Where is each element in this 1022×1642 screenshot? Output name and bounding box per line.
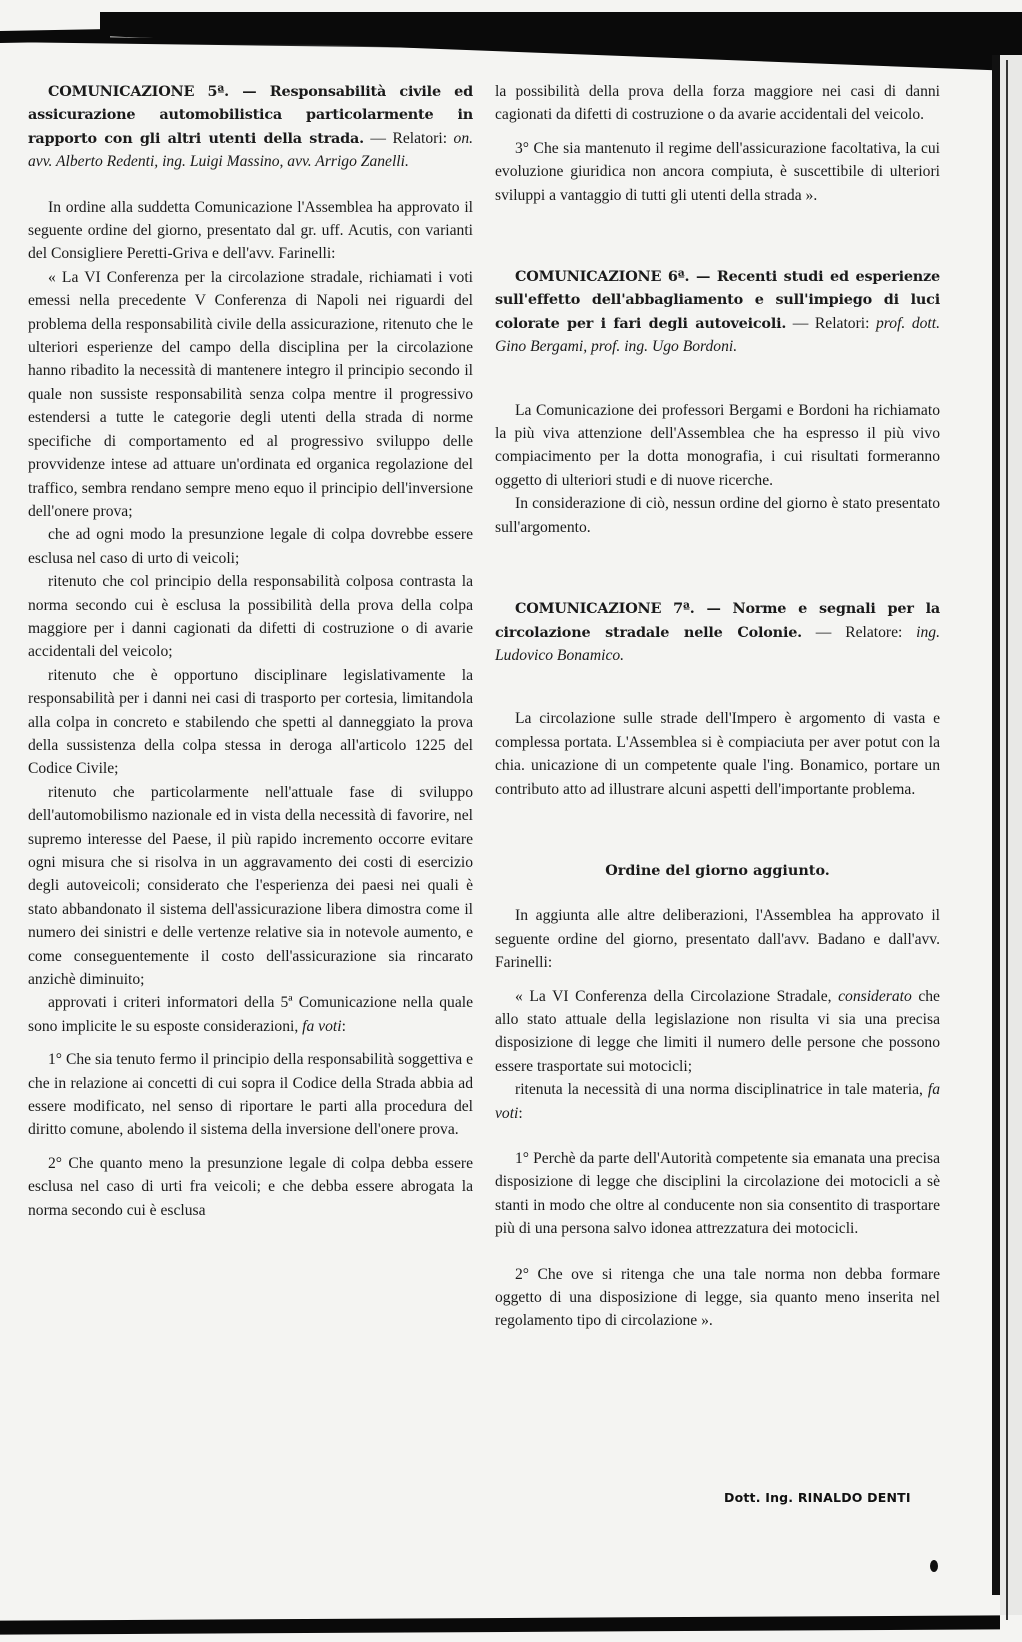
ink-spot [930,1560,938,1572]
comunicazione-6-title: COMUNICAZIONE 6ª. — Recenti studi ed esperienze sull'effetto dell'abbagliamento e sull'impiego di luci colorate per i fari degli autoveicoli. [495,268,940,332]
paragraph: « La VI Conferenza per la circolazione stradale, richiamati i voti emessi nella precedente V Conferenza di Napoli nei riguardi del problema della responsabilità civile della assicurazione, ritenuto che le ulteriori esperienze del campo della disciplina per la circolazione hanno ribadito la necessità di mantenere integro il principio secondo il quale non sussiste responsabilità senza colpa mentre il progressivo estendersi a tutte le categorie degli utenti della strada di norme specifiche di comportamento ed al progressivo sviluppo delle provvidenze intese ad attuare un'ordinata ed organica regolazione del traffico, sembra rendano sempre meno equo il principio dell'inversione dell'onere prova; [28,268,473,520]
point-2: 2° Che quanto meno la presunzione legale di colpa debba essere esclusa nel caso di urti fra veicoli; e che debba essere abrogata la norma secondo cui è esclusa [28,1154,473,1219]
point-1: 1° Che sia tenuto fermo il principio della responsabilità soggettiva e che in relazione ai concetti di cui sopra il Codice della Strada abbia ad essere modificato, nel senso di riportare le parti alla procedura del diritto comune, abolendo il sistema della inversione dell'onere prova. [28,1051,473,1139]
relatori-names: on. avv. Alberto Redenti, ing. Luigi Massino, avv. Arrigo Zanelli. [28,129,474,171]
relatori-label: — Relatori: [363,129,454,147]
point-2: 2° Che ove si ritenga che una tale norma non debba formare oggetto di una disposizione di legge, sia quanto meno inserita nel regolamento tipo di circolazione ». [495,1265,940,1330]
point-2-continued: la possibilità della prova della forza maggiore nei casi di danni cagionati da difetti di costruzione o da avarie accidentali del veicolo. [495,83,940,124]
relatori-label: — Relatori: [786,314,876,332]
signature: Dott. Ing. RINALDO DENTI [724,1490,911,1505]
paragraph: La circolazione sulle strade dell'Impero è argomento di vasta e complessa portata. L'Assemblea si è compiaciuta per aver potut con la chia. unicazione di un competente quale l'ing. Bonamico, portare un contributo atto ad illustrare alcuni aspetti dell'importante problema. [495,710,940,798]
fa-voti: fa voti [495,1081,940,1122]
paragraph: In ordine alla suddetta Comunicazione l'Assemblea ha approvato il seguente ordine del giorno, presentato dal gr. uff. Acutis, con varianti del Consigliere Peretti-Griva e dell'avv. Farinelli: [28,198,473,263]
paragraph: ritenuto che particolarmente nell'attuale fase di sviluppo dell'automobilismo nazionale ed in vista della necessità di favorire, nel supremo interesse del Paese, il più rapido incremento occorre evitare ogni misura che si risolva in un aggravamento dei costi di esercizio degli autoveicoli; considerato che l'esperienza dei paesi nei quali è stato abbandonato il sistema dell'assicurazione libera dimostra come il numero dei sinistri e delle vertenze relative sia in notevole aumento, e come conseguentemente il costo dell'assicurazione sia rincarato anzichè diminuito; [28,783,473,989]
comunicazione-5-heading [28,80,473,174]
relatore-label: — Relatore: [801,623,917,641]
point-1: 1° Perchè da parte dell'Autorità competente sia emanata una precisa disposizione di legge che disciplini la circolazione dei motocicli a sè stanti in modo che oltre al conducente non sia consentito di trasportare più di una persona salvo idonea attrezzatura dei motocicli. [495,1150,940,1238]
point-3: 3° Che sia mantenuto il regime dell'assicurazione facoltativa, la cui evoluzione giuridica non ancora compiuta, è suscettibile di ulteriori sviluppi a vantaggio di tutti gli utenti della strada ». [495,139,940,204]
comunicazione-7-heading [495,597,940,667]
ordine-del-giorno-title: Ordine del giorno aggiunto. [605,861,830,879]
paragraph: ritenuto che è opportuno disciplinare legislativamente la responsabilità per i danni nei casi di trasporto per cortesia, limitandola alla colpa in concreto e stabilendo che spetti al danneggiato la prova della sussistenza della colpa stessa in deroga all'articolo 1225 del Codice Civile; [28,666,473,778]
scan-page-edge [1000,55,1022,1615]
paragraph: In considerazione di ciò, nessun ordine del giorno è stato presentato sull'argomento. [495,495,940,536]
comunicazione-6-heading [495,265,940,359]
relatori-names: prof. dott. Gino Bergami, prof. ing. Ugo Bordoni. [495,314,940,356]
ritenuta-paragraph: ritenuta la necessità di una norma disciplinatrice in tale materia, fa voti: [495,1081,940,1122]
scan-border-top-left [0,29,110,43]
comunicazione-5-title: COMUNICAZIONE 5ª. — Responsabilità civile ed assicurazione automobilistica particolarmente in rapporto con gli altri utenti della strada. [28,83,473,147]
ordine-intro: In aggiunta alle altre deliberazioni, l'Assemblea ha approvato il seguente ordine del giorno, presentato dall'avv. Badano e dall'avv. Farinelli: [495,907,940,972]
scan-edge-line [1006,60,1008,1620]
paragraph: ritenuto che col principio della responsabilità colposa contrasta la norma secondo cui è esclusa la possibilità della prova della colpa maggiore per i danni cagionati da difetti di costruzione o di avarie accidentali del veicolo; [28,573,473,661]
fa-voti: fa voti [302,1017,342,1035]
right-column [495,80,940,1333]
ordine-quote: « La VI Conferenza della Circolazione Stradale, considerato che allo stato attuale della legislazione non risulta vi sia una precisa disposizione di legge che limiti il numero delle persone che possono essere trasportate sui motocicli; [495,987,940,1075]
comunicazione-7-title: COMUNICAZIONE 7ª. — Norme e segnali per la circolazione stradale nelle Colonie. [495,600,940,641]
relatore-name: ing. Ludovico Bonamico. [495,623,940,664]
considerato: considerato [838,987,912,1005]
scan-border-right [992,55,1000,1595]
scan-border-bottom [0,1615,1000,1634]
left-column [28,80,473,1222]
paragraph: La Comunicazione dei professori Bergami e Bordoni ha richiamato la più viva attenzione dell'Assemblea che ha espresso il più vivo compiacimento per la dotta monografia, i cui risultati formeranno oggetto di ulteriori studi e di nuove ricerche. [495,401,940,489]
paragraph-approvati: approvati i criteri informatori della 5ª Comunicazione nella quale sono implicite le su esposte considerazioni, fa voti: [28,994,473,1035]
paragraph: che ad ogni modo la presunzione legale di colpa dovrebbe essere esclusa nel caso di urto di veicoli; [28,526,473,567]
